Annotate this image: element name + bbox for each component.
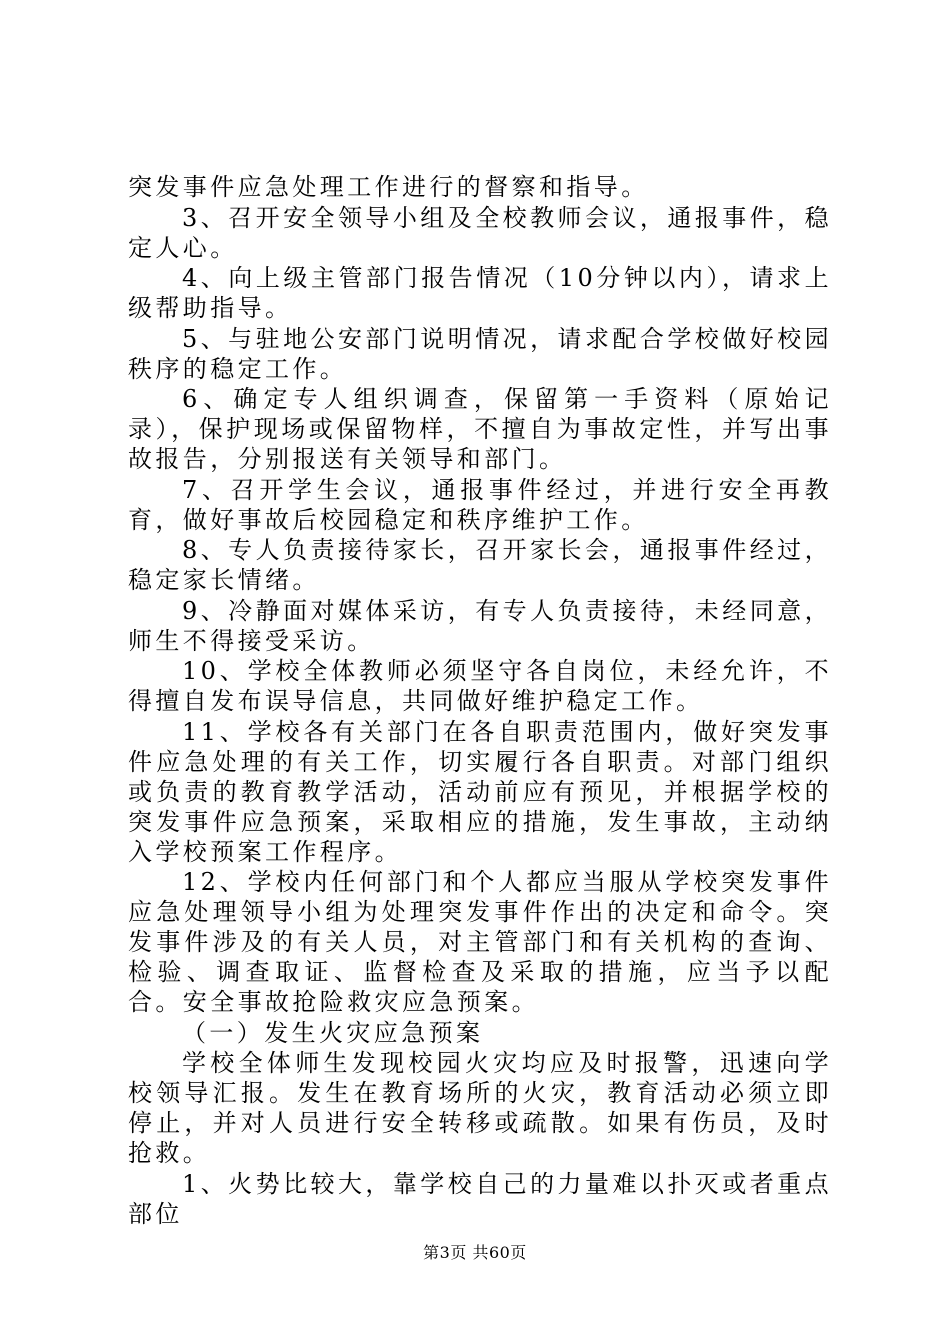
paragraph: 9、冷静面对媒体采访，有专人负责接待，未经同意，师生不得接受采访。 (128, 596, 832, 655)
document-body (128, 172, 832, 1229)
paragraph: 学校全体师生发现校园火灾均应及时报警，迅速向学校领导汇报。发生在教育场所的火灾，教育活动必须立即停止，并对人员进行安全转移或疏散。如果有伤员，及时抢救。 (128, 1049, 832, 1167)
paragraph: 1、火势比较大，靠学校自己的力量难以扑灭或者重点部位 (128, 1169, 832, 1228)
paragraph: 4、向上级主管部门报告情况（10分钟以内），请求上级帮助指导。 (128, 264, 832, 322)
paragraph: 10、学校全体教师必须坚守各自岗位，未经允许，不得擅自发布误导信息，共同做好维护稳定工作。 (128, 657, 832, 715)
page-number-footer: 第3页 共60页 (423, 1243, 527, 1262)
paragraph: 8、专人负责接待家长，召开家长会，通报事件经过，稳定家长情绪。 (128, 536, 832, 594)
paragraph: 12、学校内任何部门和个人都应当服从学校突发事件应急处理领导小组为处理突发事件作出的决定和命令。突发事件涉及的有关人员，对主管部门和有关机构的查询、检验、调查取证、监督检查及采取的措施，应当予以配合。安全事故抢险救灾应急预案。 (128, 868, 832, 1016)
paragraph: 11、学校各有关部门在各自职责范围内，做好突发事件应急处理的有关工作，切实履行各自职责。对部门组织或负责的教育教学活动，活动前应有预见，并根据学校的突发事件应急预案，采取相应的措施，发生事故，主动纳入学校预案工作程序。 (128, 717, 832, 866)
paragraph: 5、与驻地公安部门说明情况，请求配合学校做好校园秩序的稳定工作。 (128, 324, 832, 383)
section-heading: （一）发生火灾应急预案 (182, 1018, 484, 1047)
paragraph: 3、召开安全领导小组及全校教师会议，通报事件，稳定人心。 (128, 203, 832, 262)
paragraph: 突发事件应急处理工作进行的督察和指导。 (128, 173, 649, 201)
paragraph: 6、确定专人组织调查，保留第一手资料（原始记录），保护现场或保留物样，不擅自为事故定性，并写出事故报告，分别报送有关领导和部门。 (128, 385, 832, 473)
paragraph: 7、召开学生会议，通报事件经过，并进行安全再教育，做好事故后校园稳定和秩序维护工作。 (128, 475, 832, 534)
